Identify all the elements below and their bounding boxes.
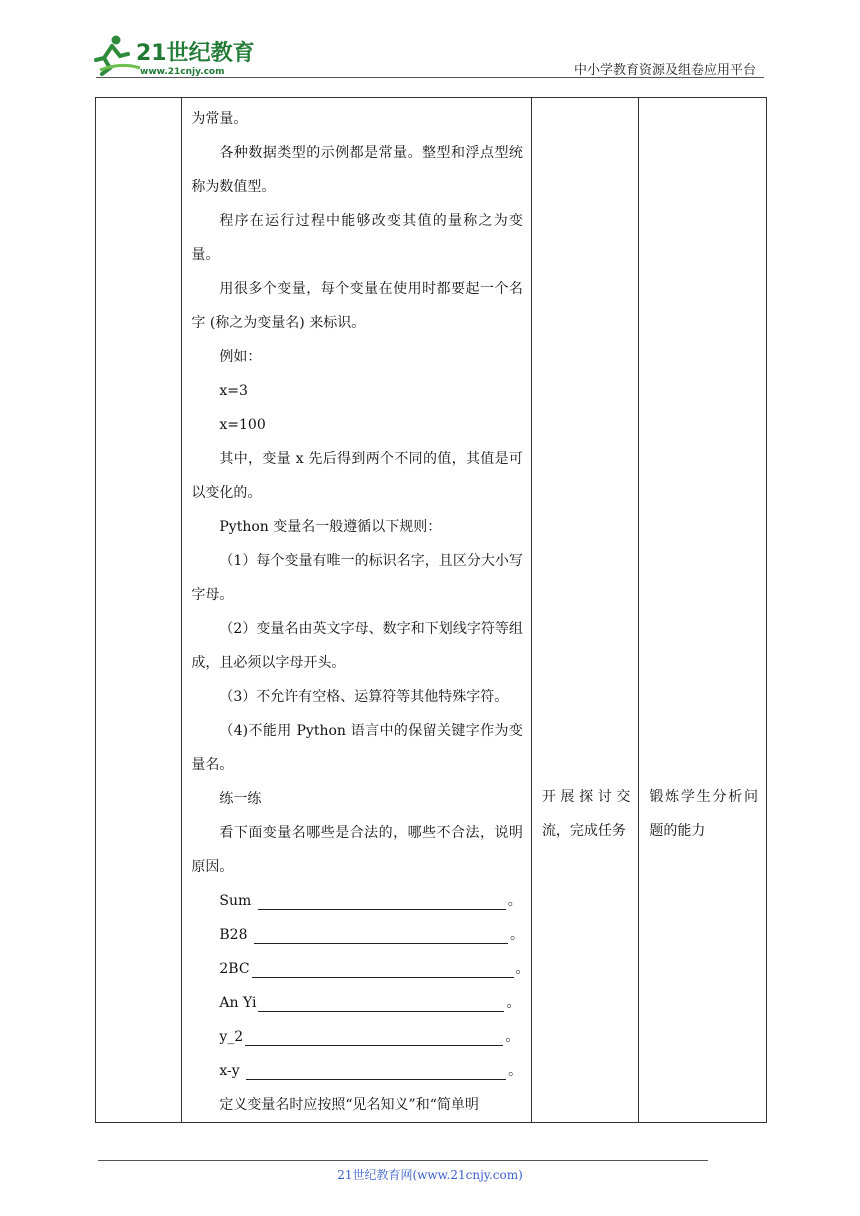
fill-blank-line (191, 884, 523, 918)
blank-end: 。 (505, 1029, 520, 1045)
student-activity-cell (531, 98, 638, 1123)
blank-end: 。 (509, 927, 524, 943)
rule-item: （2）变量名由英文字母、数字和下划线字符等组成，且必须以字母开头。 (191, 621, 523, 671)
blank-end: 。 (515, 961, 530, 977)
rule-item: （3）不允许有空格、运算符等其他特殊字符。 (219, 689, 509, 705)
blank-label: x-y (219, 1063, 245, 1079)
stage-cell (96, 98, 182, 1123)
header-platform: 中小学教育资源及组卷应用平台 (573, 63, 756, 78)
content-paragraph: 为常量。 (191, 111, 248, 127)
teaching-content (182, 98, 531, 1122)
blank-end: 。 (506, 995, 521, 1011)
answer-blank[interactable] (258, 885, 506, 910)
runner-icon (96, 36, 140, 75)
blank-label: y_2 (219, 1029, 244, 1045)
answer-blank[interactable] (258, 987, 504, 1012)
table-row (96, 98, 767, 1123)
footer-divider (98, 1160, 708, 1161)
content-paragraph: 各种数据类型的示例都是常量。整型和浮点型统称为数值型。 (191, 145, 523, 195)
fill-blank-line (191, 1020, 523, 1054)
content-paragraph: 其中，变量 x 先后得到两个不同的值，其值是可以变化的。 (191, 451, 523, 501)
student-activity-line: 开展探讨交 (541, 789, 631, 805)
code-line: x=3 (219, 383, 248, 399)
content-paragraph: 看下面变量名哪些是合法的，哪些不合法，说明原因。 (191, 825, 523, 875)
practice-heading: 练一练 (219, 791, 262, 807)
blank-end: 。 (508, 1063, 523, 1079)
design-intent: 锻炼学生分析问题的能力 (649, 789, 758, 839)
brand-logo (92, 32, 262, 78)
student-activity-line: 流，完成任务 (541, 823, 626, 839)
blank-label: 2BC (219, 961, 250, 977)
answer-blank[interactable] (252, 953, 514, 978)
rule-item: （4)不能用 Python 语言中的保留关键字作为变量名。 (191, 723, 523, 773)
student-activity (532, 98, 638, 848)
blank-end: 。 (507, 893, 522, 909)
content-paragraph: 定义变量名时应按照“见名知义”和“简单明 (219, 1097, 479, 1113)
answer-blank[interactable] (245, 1021, 503, 1046)
fill-blank-line (191, 952, 530, 986)
fill-blank-line (191, 918, 523, 952)
content-paragraph: 用很多个变量，每个变量在使用时都要起一个名字 (称之为变量名) 来标识。 (191, 281, 523, 331)
logo-text: 21世纪教育 (136, 41, 255, 66)
fill-blank-line (191, 1054, 523, 1088)
design-intent-cell (639, 98, 767, 1123)
lesson-table (95, 97, 767, 1123)
header-divider (96, 77, 764, 78)
blank-label: An Yi (219, 995, 257, 1011)
footer-text: 21世纪教育网(www.21cnjy.com) (337, 1168, 523, 1182)
blank-label: Sum (219, 893, 256, 909)
answer-blank[interactable] (254, 919, 508, 944)
content-paragraph: Python 变量名一般遵循以下规则： (219, 519, 442, 535)
content-paragraph: 例如： (219, 349, 262, 365)
answer-blank[interactable] (246, 1055, 506, 1080)
logo-url: www.21cnjy.com (140, 67, 225, 77)
fill-blank-line (191, 986, 523, 1020)
blank-label: B28 (219, 927, 252, 943)
content-paragraph: 程序在运行过程中能够改变其值的量称之为变量。 (191, 213, 523, 263)
code-line: x=100 (219, 417, 266, 433)
rule-item: （1）每个变量有唯一的标识名字，且区分大小写字母。 (191, 553, 523, 603)
teaching-content-cell (182, 98, 532, 1123)
